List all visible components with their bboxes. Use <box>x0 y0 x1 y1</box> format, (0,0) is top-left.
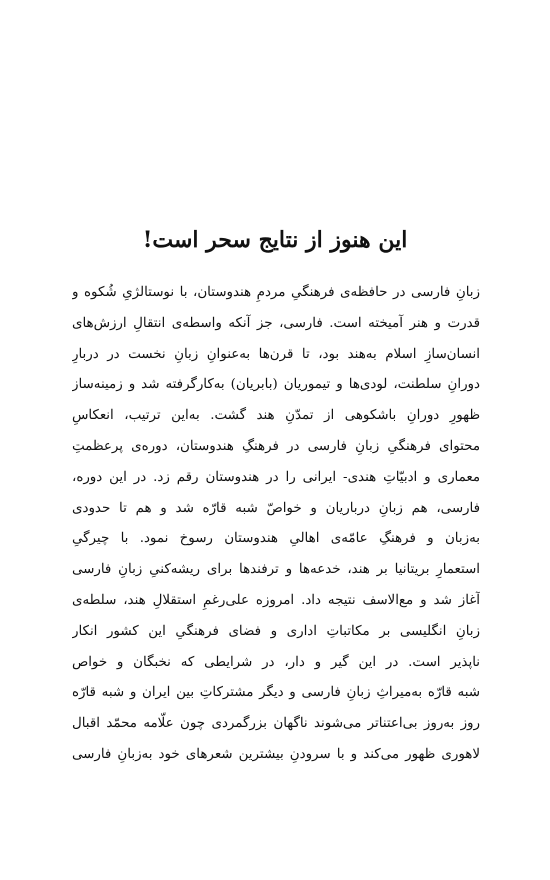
text-line: شبه قارّه به‌میراثِ زبانِ فارسی و دیگر مشترکاتِ بین ایران و شبه قارّه <box>72 685 480 701</box>
text-line: زبانِ انگلیسی بر مکاتباتِ اداری و فضای فرهنگیِ این کشور انکار <box>72 623 480 639</box>
text-line: قدرت و هنر آمیخته است. فارسی، جز آنکه واسطه‌ی انتقالِ ارزش‌های <box>72 315 480 331</box>
text-line: ظهورِ دورانِ باشکوهی از تمدّنِ هند گشت. به‌این ترتیب، انعکاسِ <box>72 408 480 424</box>
text-line: به‌زبان و فرهنگِ عامّه‌ی اهالیِ هندوستان رسوخ نمود. با چیرگیِ <box>72 531 480 547</box>
text-line: انسان‌سازِ اسلام به‌هند بود، تا قرن‌ها به‌عنوانِ زبانِ نخست در دربارِ <box>72 346 480 362</box>
text-line: لاهوری ظهور می‌کند و با سرودنِ بیشترین شعرهای خود به‌زبانِ فارسی <box>72 746 480 762</box>
text-line: دورانِ سلطنت، لودی‌ها و تیموریان (بابریان) به‌کارگرفته شد و زمینه‌ساز <box>72 377 480 393</box>
text-line: معماری و ادبیّاتِ هندی- ایرانی را در هندوستان رقم زد. در این دوره، <box>72 469 480 485</box>
body-paragraph <box>72 278 480 771</box>
text-line: استعمارِ بریتانیا بر هند، خدعه‌ها و ترفندها برای ریشه‌کنیِ زبانِ فارسی <box>72 562 480 578</box>
text-line: محتوای فرهنگیِ زبانِ فارسی در فرهنگِ هندوستان، دوره‌ی پرعظمتِ <box>72 438 480 454</box>
text-line: فارسی، هم زبانِ درباریان و خواصّ شبه قارّه شد و هم تا حدودی <box>72 500 480 516</box>
chapter-title: این هنوز از نتایج سحر است! <box>142 227 408 253</box>
text-line: روز به‌روز بی‌اعتناتر می‌شوند ناگهان بزرگمردی چون علّامه محمّد اقبال <box>72 716 480 732</box>
text-line: آغاز شد و مع‌الاسف نتیجه داد. امروزه علی‌رغمِ استقلالِ هند، سلطه‌ی <box>72 592 480 608</box>
text-line: زبانِ فارسی در حافظه‌ی فرهنگیِ مردمِ هندوستان، با نوستالژیِ شُکوه و <box>72 285 480 300</box>
text-line: ناپذیر است. در این گیر و دار، در شرایطی که نخبگان و خواص <box>72 654 480 670</box>
